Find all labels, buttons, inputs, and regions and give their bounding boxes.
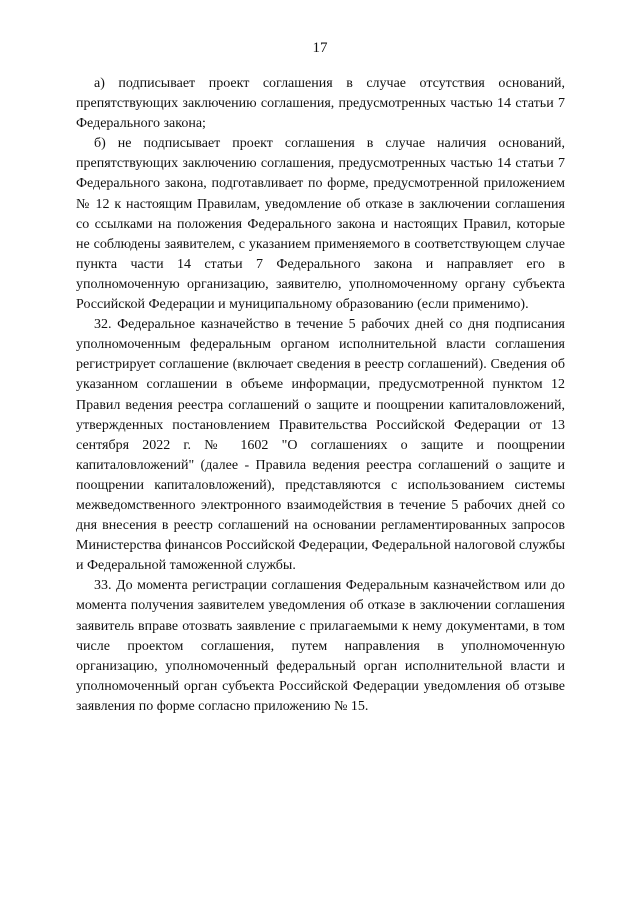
paragraph-item-32: 32. Федеральное казначейство в течение 5 рабочих дней со дня подписания уполномоченным федеральным органом исполнительной власти соглашения регистрирует соглашение (включает сведения в реестр соглашений). Сведения об указанном соглашении в объеме информации, предусмотренной пунктом 12 Правил ведения реестра соглашений о защите и поощрении капиталовложений, утвержденных постановлением Правительства Российской Федерации от 13 сентября 2022 г. № 1602 "О соглашениях о защите и поощрении капиталовложений" (далее - Правила ведения реестра соглашений о защите и поощрении капиталовложений), представляются с использованием системы межведомственного электронного взаимодействия в течение 5 рабочих дней со дня внесения в реестр соглашений на основании регламентированных запросов Министерства финансов Российской Федерации, Федеральной налоговой службы и Федеральной таможенной службы. xyxy=(76,317,566,574)
document-body xyxy=(76,74,565,717)
page-number: 17 xyxy=(312,40,328,56)
paragraph-item-33: 33. До момента регистрации соглашения Федеральным казначейством или до момента получения заявителем уведомления об отказе в заключении соглашения заявитель вправе отозвать заявление с прилагаемыми к нему документами, в том числе проектом соглашения, путем направления в уполномоченную организацию, уполномоченный федеральный орган исполнительной власти и уполномоченный орган субъекта Российской Федерации уведомления об отзыве заявления по форме согласно приложению № 15. xyxy=(76,578,565,714)
paragraph-subitem-a: а) подписывает проект соглашения в случае отсутствия оснований, препятствующих заключению соглашения, предусмотренных частью 14 статьи 7 Федерального закона; xyxy=(76,76,565,132)
paragraph-subitem-b: б) не подписывает проект соглашения в случае наличия оснований, препятствующих заключению соглашения, предусмотренных частью 14 статьи 7 Федерального закона, подготавливает по форме, предусмотренной приложением № 12 к настоящим Правилам, уведомление об отказе в заключении соглашения со ссылками на положения Федерального закона и настоящих Правил, которые не соблюдены заявителем, с указанием применяемого в соответствующем случае пункта части 14 статьи 7 Федерального закона и направляет его в уполномоченную организацию, заявителю, уполномоченному органу субъекта Российской Федерации и муниципальному образованию (если применимо). xyxy=(76,136,565,313)
